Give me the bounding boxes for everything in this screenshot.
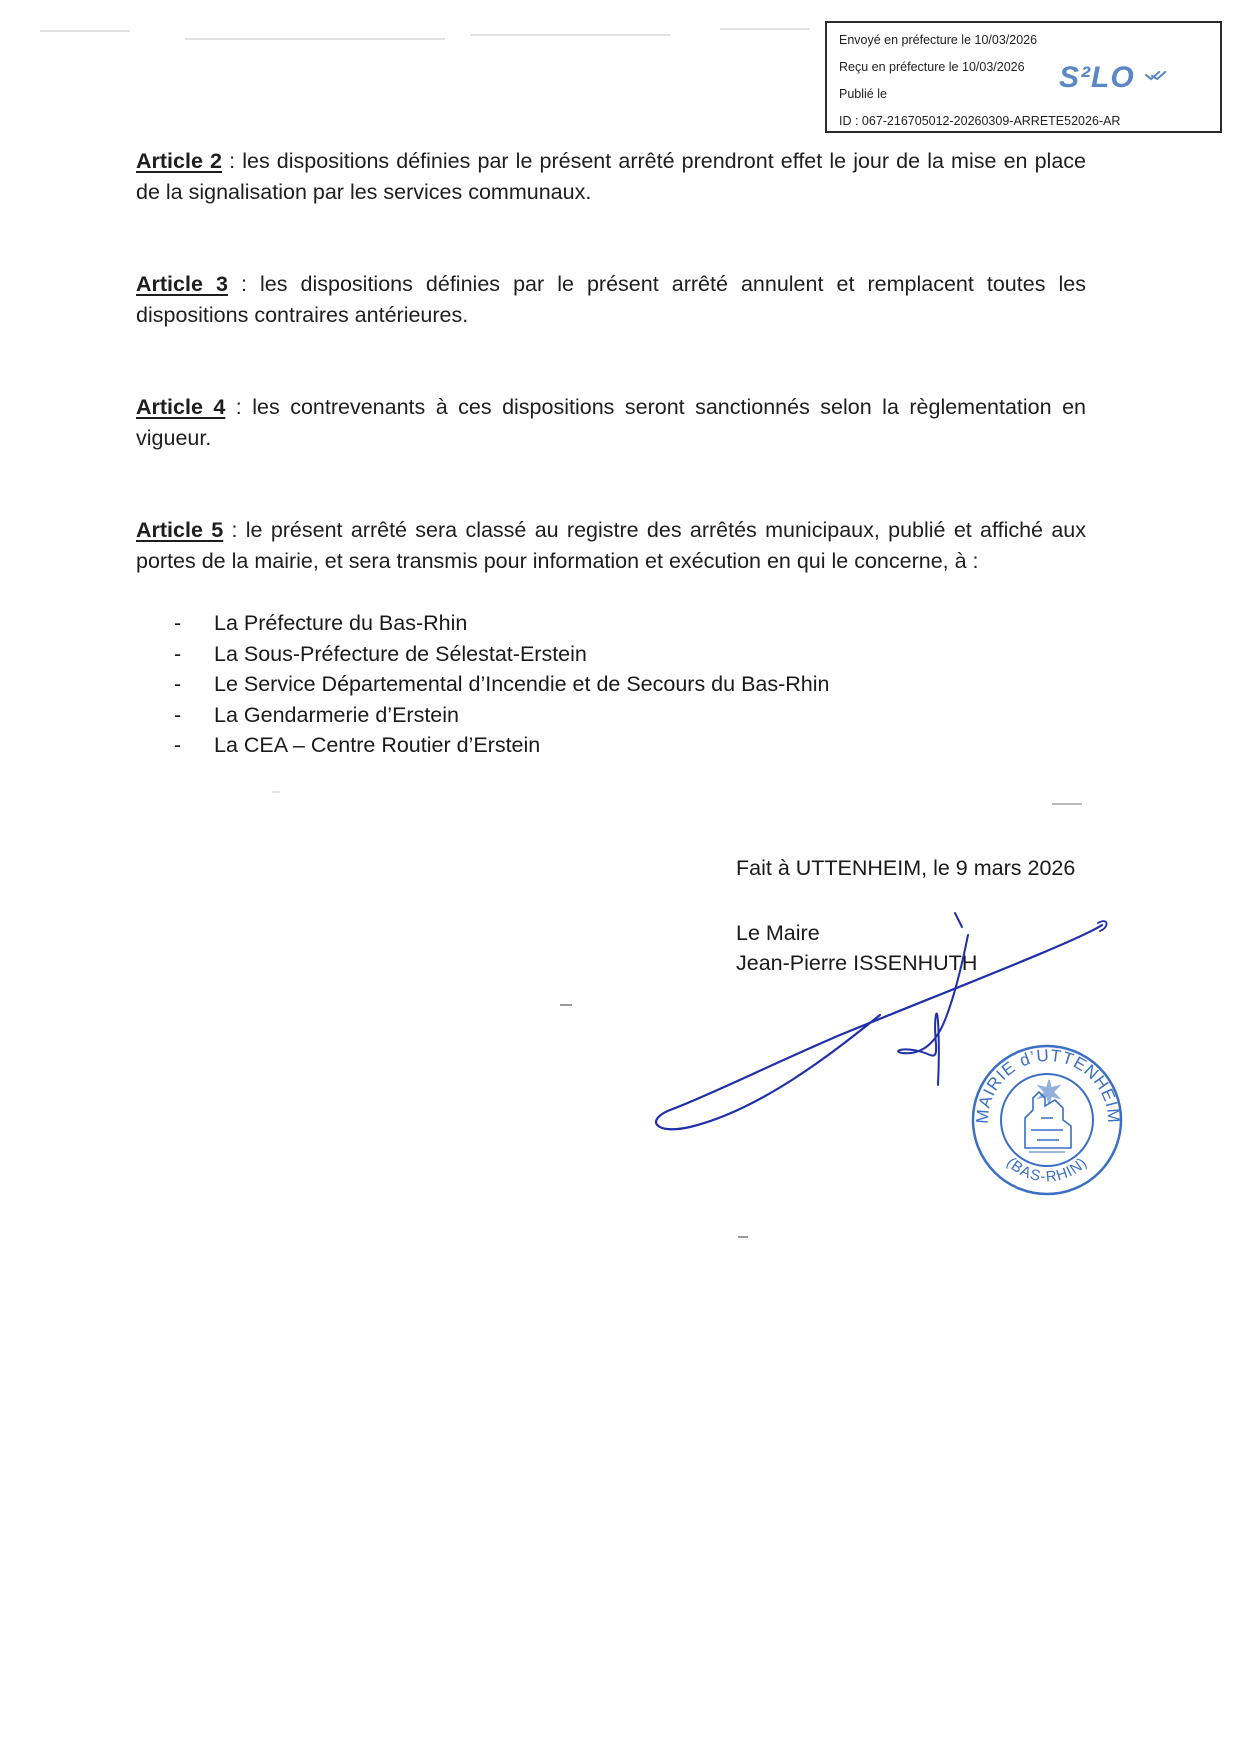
signatory-title: Le Maire: [736, 921, 820, 945]
recipient-label: La Sous-Préfecture de Sélestat-Erstein: [214, 641, 587, 666]
seal-top-text: MAIRIE d’UTTENHEIM: [972, 1045, 1124, 1125]
scan-artifact: [40, 30, 130, 32]
seal-bottom-text: (BAS-RHIN): [1003, 1154, 1091, 1186]
scan-artifact: [738, 1236, 748, 1238]
article-3: [136, 269, 1086, 331]
list-item: - Le Service Départemental d’Incendie et de Secours du Bas-Rhin: [174, 672, 830, 696]
slo-logo-checkmark-icon: [1145, 65, 1205, 89]
svg-text:(BAS-RHIN): [1003, 1154, 1091, 1185]
stamp-sent: Envoyé en préfecture le 10/03/2026: [839, 33, 1038, 47]
article-4-text: : les contrevenants à ces dispositions seront sanctionnés selon la règlementation en vigueur.: [136, 395, 1086, 450]
article-2: [136, 146, 1086, 208]
scan-artifact: [470, 34, 670, 36]
article-5: [136, 515, 1086, 577]
article-2-text: : les dispositions définies par le présent arrêté prendront effet le jour de la mise en place de la signalisation par les services communaux.: [136, 149, 1086, 204]
stamp-id: ID : 067-216705012-20260309-ARRETE52026-AR: [839, 114, 1121, 128]
article-4: [136, 392, 1086, 454]
stamp-published: Publié le: [839, 87, 887, 101]
signatory-name: Jean-Pierre ISSENHUTH: [736, 951, 978, 975]
recipient-label: La Gendarmerie d’Erstein: [214, 702, 459, 727]
list-item: - La Préfecture du Bas-Rhin: [174, 611, 468, 635]
article-5-text: : le présent arrêté sera classé au registre des arrêtés municipaux, publié et affiché aux portes de la mairie, et sera transmis pour information et exécution en qui le concerne, à :: [136, 518, 1086, 573]
list-item: - La CEA – Centre Routier d’Erstein: [174, 733, 541, 757]
scan-artifact: [185, 38, 445, 40]
recipient-label: Le Service Départemental d’Incendie et de Secours du Bas-Rhin: [214, 672, 830, 696]
seal-emblem-icon: [1025, 1080, 1071, 1152]
scan-artifact: [272, 791, 280, 793]
article-4-label: Article 4: [136, 395, 226, 419]
article-3-label: Article 3: [136, 272, 228, 296]
recipient-label: La Préfecture du Bas-Rhin: [214, 611, 468, 635]
recipient-list: [174, 608, 830, 761]
article-5-label: Article 5: [136, 518, 224, 542]
list-item: - La Sous-Préfecture de Sélestat-Erstein: [174, 641, 587, 666]
list-item: - La Gendarmerie d’Erstein: [174, 702, 459, 727]
slo-logo: S²LO: [1059, 61, 1135, 94]
place-date: Fait à UTTENHEIM, le 9 mars 2026: [736, 856, 1076, 880]
mairie-seal: [967, 1040, 1127, 1200]
article-3-text: : les dispositions définies par le présent arrêté annulent et remplacent toutes les dispositions contraires antérieures.: [136, 272, 1086, 327]
scan-artifact: [560, 1004, 572, 1006]
recipient-label: La CEA – Centre Routier d’Erstein: [214, 733, 541, 757]
scan-artifact: [1052, 803, 1082, 805]
scan-artifact: [720, 28, 810, 30]
article-2-label: Article 2: [136, 149, 222, 173]
prefecture-stamp: [825, 21, 1222, 133]
stamp-received: Reçu en préfecture le 10/03/2026: [839, 60, 1025, 74]
